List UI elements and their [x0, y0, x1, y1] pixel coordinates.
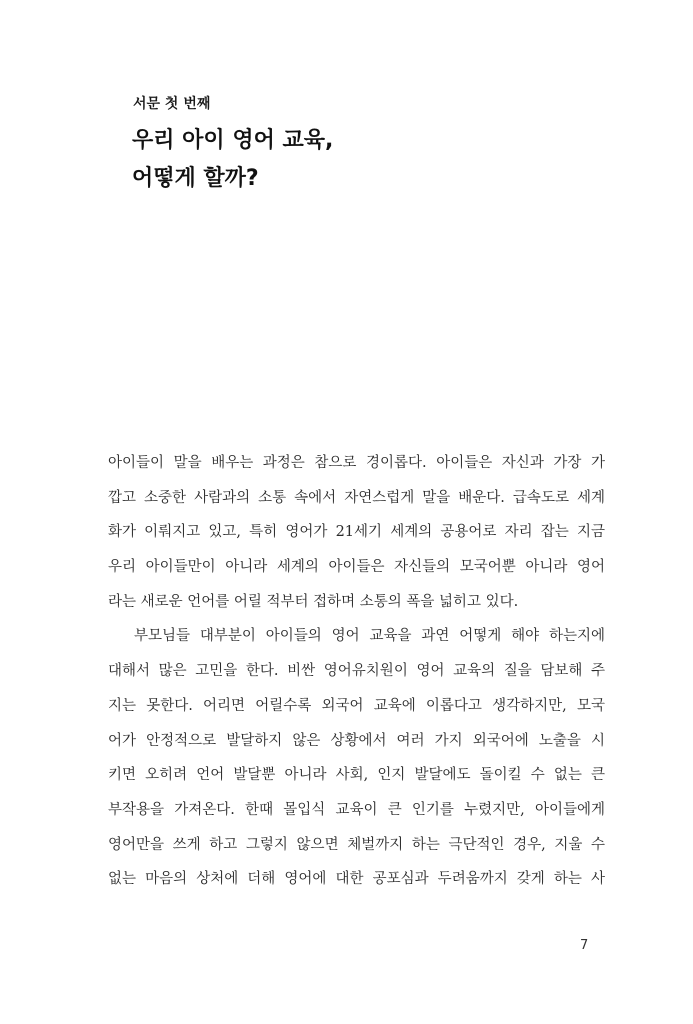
text-line: 아이들이 말을 배우는 과정은 참으로 경이롭다. 아이들은 자신과 가장 가 [108, 455, 605, 471]
page-number: 7 [580, 938, 589, 953]
section-label: 서문 첫 번째 [133, 96, 211, 112]
chapter-title [132, 122, 333, 198]
text-line: 부작용을 가져온다. 한때 몰입식 교육이 큰 인기를 누렸지만, 아이들에게 [108, 801, 605, 818]
text-line: 부모님들 대부분이 아이들의 영어 교육을 과연 어떻게 해야 하는지에 [134, 628, 605, 645]
text-line: 라는 새로운 언어를 어릴 적부터 접하며 소통의 폭을 넓히고 있다. [108, 593, 519, 610]
body-text [108, 446, 605, 897]
text-line: 우리 아이들만이 아니라 세계의 아이들은 자신들의 모국어뿐 아니라 영어 [108, 559, 605, 576]
text-line: 영어만을 쓰게 하고 그렇지 않으면 체벌까지 하는 극단적인 경우, 지울 수 [108, 836, 605, 853]
text-line: 어가 안정적으로 발달하지 않은 상황에서 여러 가지 외국어에 노출을 시 [108, 732, 605, 749]
text-line: 지는 못한다. 어리면 어릴수록 외국어 교육에 이롭다고 생각하지만, 모국 [108, 697, 605, 714]
text-line: 대해서 많은 고민을 한다. 비싼 영어유치원이 영어 교육의 질을 담보해 주 [108, 663, 605, 680]
text-line: 없는 마음의 상처에 더해 영어에 대한 공포심과 두려움까지 갖게 하는 사 [108, 871, 605, 888]
text-line: 키면 오히려 언어 발달뿐 아니라 사회, 인지 발달에도 돌이킬 수 없는 큰 [108, 767, 605, 784]
paragraph [108, 446, 605, 619]
text-line: 깝고 소중한 사람과의 소통 속에서 자연스럽게 말을 배운다. 급속도로 세계 [108, 489, 605, 506]
chapter-title-line: 어떻게 할까? [132, 166, 259, 191]
text-line: 화가 이뤄지고 있고, 특히 영어가 21세기 세계의 공용어로 자리 잡는 지금 [108, 524, 605, 541]
chapter-title-line: 우리 아이 영어 교육, [132, 128, 334, 153]
paragraph [108, 619, 605, 897]
